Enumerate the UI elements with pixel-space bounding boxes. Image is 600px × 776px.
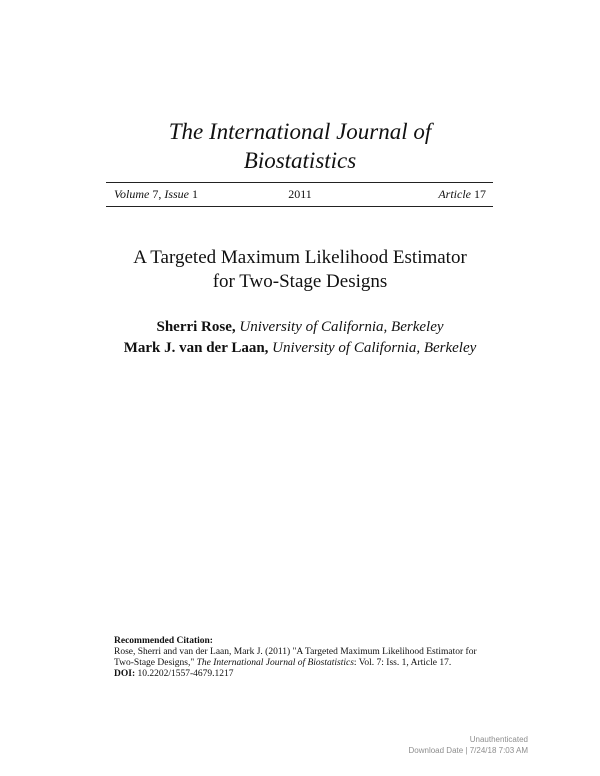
download-date: Download Date | 7/24/18 7:03 AM bbox=[408, 746, 528, 755]
citation-heading: Recommended Citation: bbox=[114, 636, 213, 646]
issue-number: 1 bbox=[192, 187, 198, 201]
author-affiliation: University of California, Berkeley bbox=[239, 319, 444, 335]
article-number-value: 17 bbox=[474, 187, 486, 201]
journal-title-line-1: The International Journal of bbox=[168, 119, 432, 144]
journal-title bbox=[0, 117, 600, 175]
header-rule-bottom bbox=[106, 206, 493, 207]
author-entry bbox=[0, 317, 600, 338]
volume-issue: Volume 7, Issue 1 bbox=[114, 187, 198, 201]
citation-text-line-2 bbox=[114, 658, 514, 669]
journal-title-line-2: Biostatistics bbox=[243, 148, 357, 173]
author-name: Mark J. van der Laan, bbox=[123, 340, 269, 356]
auth-status: Unauthenticated bbox=[469, 735, 528, 744]
header-rule-top bbox=[106, 182, 493, 183]
citation-volume-info: : Vol. 7: Iss. 1, Article 17. bbox=[353, 658, 452, 668]
author-entry bbox=[0, 338, 600, 359]
recommended-citation bbox=[114, 636, 514, 680]
publication-year: 2011 bbox=[288, 187, 312, 201]
citation-text-line-1: Rose, Sherri and van der Laan, Mark J. (2011) "A Targeted Maximum Likelihood Estimator for bbox=[114, 647, 477, 657]
doi-value[interactable]: 10.2202/1557-4679.1217 bbox=[137, 669, 234, 679]
citation-journal: The International Journal of Biostatistics bbox=[196, 658, 354, 668]
author-affiliation: University of California, Berkeley bbox=[272, 340, 477, 356]
article-number bbox=[438, 187, 486, 201]
volume-number: 7 bbox=[152, 187, 159, 201]
citation-doi[interactable] bbox=[114, 669, 514, 680]
article-title bbox=[0, 246, 600, 294]
author-name: Sherri Rose, bbox=[156, 319, 236, 335]
download-stamp bbox=[409, 734, 529, 756]
doi-label: DOI: bbox=[114, 669, 136, 679]
author-list bbox=[0, 317, 600, 359]
volume-label: Volume bbox=[114, 187, 150, 201]
article-title-line-1: A Targeted Maximum Likelihood Estimator bbox=[133, 247, 467, 268]
article-label: Article bbox=[438, 187, 471, 201]
issue-label: Issue bbox=[164, 187, 189, 201]
article-title-line-2: for Two-Stage Designs bbox=[212, 271, 388, 292]
citation-title-end: Two-Stage Designs," bbox=[114, 658, 195, 668]
